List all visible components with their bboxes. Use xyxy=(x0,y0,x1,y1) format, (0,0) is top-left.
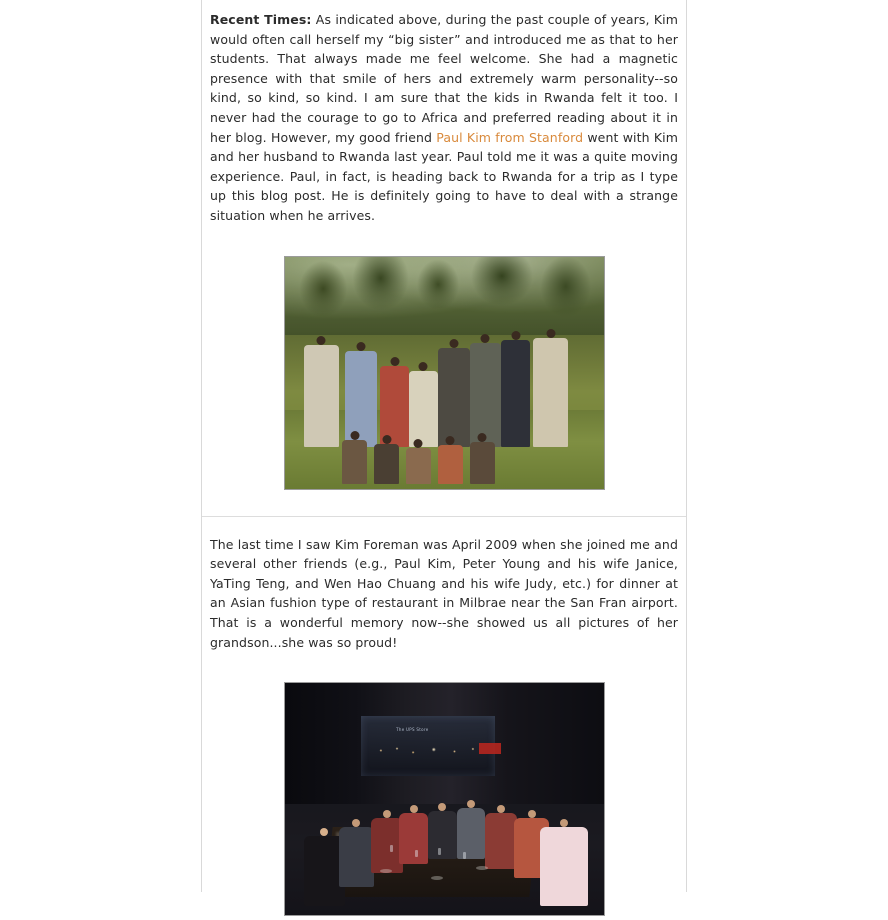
diner-head xyxy=(410,805,418,813)
diner-figure xyxy=(540,827,588,906)
photo-storefront-sign: The UPS Store xyxy=(396,727,429,733)
figure-restaurant-dinner xyxy=(202,666,686,920)
paragraph-last-time: The last time I saw Kim Foreman was April 2009 when she joined me and several other friends (e.g., Paul Kim, Peter Young and his wife Janice, YaTing Teng, and Wen Hao Chuang and his wife Judy, etc.) for dinner at an Asian fushion type of restaurant in Milbrae near the San Fran airport. That is a wonderful memory now--she showed us all pictures of her grandson...she was so proud! xyxy=(210,536,678,650)
person-head xyxy=(449,339,458,348)
diner-figure xyxy=(485,813,517,869)
person-head xyxy=(419,362,428,371)
diner-figure xyxy=(428,811,457,860)
child-head xyxy=(382,435,391,444)
person-head xyxy=(317,336,326,345)
spacer-before-paragraph-2 xyxy=(202,517,686,535)
child-figure xyxy=(470,442,496,484)
spacer-after-paragraph-2 xyxy=(202,652,686,666)
drinking-glass xyxy=(463,852,466,859)
spacer-after-figure-1 xyxy=(202,494,686,516)
paragraph-text-after-link: went with Kim and her husband to Rwanda last year. Paul told me it was a quite moving experience. Paul, in fact, is heading back to Rwanda for a trip as I type up this blog post. He is definitely going to have to deal with a strange situation when he arrives. xyxy=(210,129,678,223)
child-figure xyxy=(374,444,400,484)
diner-head xyxy=(438,803,446,811)
drinking-glass xyxy=(390,845,393,852)
person-head xyxy=(390,357,399,366)
diner-figure xyxy=(399,813,428,864)
drinking-glass xyxy=(438,848,441,855)
diner-figure xyxy=(339,827,374,887)
child-head xyxy=(446,436,455,445)
person-head xyxy=(357,342,366,351)
photo-string-lights xyxy=(374,741,489,760)
spacer-after-paragraph-1 xyxy=(202,226,686,240)
diner-figure xyxy=(371,818,403,874)
post-content-column xyxy=(202,0,686,892)
diner-head xyxy=(320,828,328,836)
child-figure xyxy=(342,440,368,483)
table-plate xyxy=(431,876,443,880)
table-plate xyxy=(380,869,392,873)
photo-children-front-row xyxy=(285,424,604,484)
figure-rwanda-group xyxy=(202,240,686,494)
paragraph-text-before-link: As indicated above, during the past couple of years, Kim would often call herself my “big sister” and introduced me as that to her students. That always made me feel welcome. She had a magnetic presence with that smile of hers and extremely warm personality--so kind, so kind, so kind. I am sure that the kids in Rwanda felt it too. I never had the courage to go to Africa and preferred reading about it in her blog. However, my good friend xyxy=(210,12,678,145)
person-head xyxy=(546,329,555,338)
paragraph-recent-times xyxy=(210,10,678,226)
photo-restaurant-dinner xyxy=(284,682,605,916)
diner-figure xyxy=(457,808,486,859)
diner-head xyxy=(352,819,360,827)
photo-rwanda-group xyxy=(284,256,605,490)
child-head xyxy=(478,433,487,442)
person-head xyxy=(481,334,490,343)
child-figure xyxy=(438,445,464,484)
right-column-divider xyxy=(686,0,687,892)
diner-head xyxy=(497,805,505,813)
drinking-glass xyxy=(415,850,418,857)
diner-head xyxy=(467,800,475,808)
link-paul-kim-stanford[interactable]: Paul Kim from Stanford xyxy=(436,129,584,145)
diner-head xyxy=(560,819,568,827)
diner-head xyxy=(528,810,536,818)
person-head xyxy=(511,331,520,340)
child-head xyxy=(414,439,423,448)
photo-red-sign xyxy=(479,743,501,753)
diner-head xyxy=(383,810,391,818)
paragraph-lead-label: Recent Times: xyxy=(210,12,312,27)
child-figure xyxy=(406,448,432,484)
child-head xyxy=(350,431,359,440)
